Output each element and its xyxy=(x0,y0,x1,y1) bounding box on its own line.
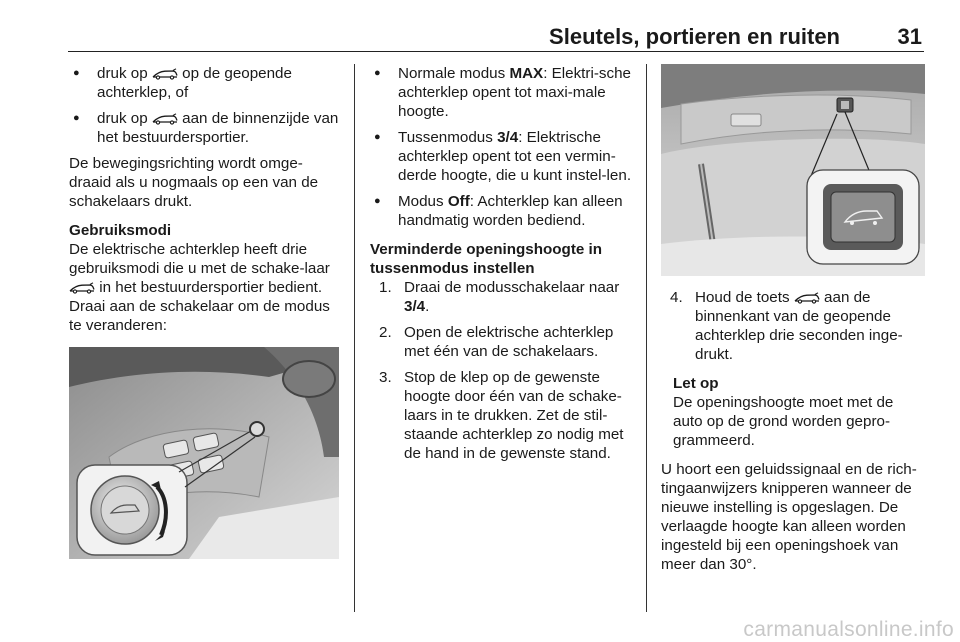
watermark: carmanualsonline.info xyxy=(743,618,954,641)
paragraph: U hoort een geluidssignaal en de rich-tingaanwijzers knipperen wanneer de nieuwe instelling is opgeslagen. De verlaagde hoogte kan alleen worden ingesteld bij een openingshoek van meer dan 30°. xyxy=(661,461,917,573)
door-switch-photo xyxy=(69,347,339,559)
column-middle xyxy=(370,64,635,470)
list-item: ● Modus Off: Achterklep kan alleen handmatig worden bediend. xyxy=(370,192,635,230)
numbered-step: 1. Draai de modusschakelaar naar 3/4. xyxy=(379,279,620,315)
page-header xyxy=(0,20,922,52)
page-number: 31 xyxy=(897,24,922,49)
header-divider xyxy=(68,51,924,52)
note-box xyxy=(673,374,927,450)
section-heading: Verminderde openingshoogte in tussenmodus instellen xyxy=(370,241,603,277)
list-item: ● druk op op de geopende achterklep, of xyxy=(69,64,343,102)
tailgate-icon xyxy=(69,282,95,294)
section-heading: Gebruiksmodi xyxy=(69,222,172,239)
numbered-step: 4. Houd de toets aan de binnenkant van de geopende achterklep drie seconden inge-drukt. xyxy=(670,289,903,363)
page-title: Sleutels, portieren en ruiten xyxy=(549,24,840,49)
column-left xyxy=(69,64,343,559)
tailgate-icon xyxy=(152,113,178,125)
column-right xyxy=(661,64,927,584)
list-item: ● Normale modus MAX: Elektri-sche achterklep opent tot maxi-male hoogte. xyxy=(370,64,635,121)
tailgate-icon xyxy=(794,292,820,304)
column-divider xyxy=(354,64,355,612)
list-item: ● druk op aan de binnenzijde van het bestuurdersportier. xyxy=(69,109,343,147)
paragraph: De elektrische achterklep heeft drie gebruiksmodi die u met de schake-laar in het bestuurdersportier bedient. Draai aan de schakelaar om de modus te veranderen: xyxy=(69,241,330,334)
numbered-step: 3. Stop de klep op de gewenste hoogte door één van de schake-laars in te drukken. Zet de stil-staande achterklep zo nodig met de hand in de gewenste stand. xyxy=(379,369,624,462)
note-title: Let op xyxy=(673,375,719,392)
numbered-step: 2. Open de elektrische achterklep met één van de schakelaars. xyxy=(379,324,614,360)
note-text: De openingshoogte moet met de auto op de grond worden gepro-grammeerd. xyxy=(673,394,894,449)
tailgate-switch-photo xyxy=(661,64,925,276)
list-item: ● Tussenmodus 3/4: Elektrische achterklep opent tot een vermin-derde hoogte, die u kunt instel-len. xyxy=(370,128,635,185)
tailgate-icon xyxy=(152,68,178,80)
paragraph: De bewegingsrichting wordt omge-draaid als u nogmaals op een van de schakelaars drukt. xyxy=(69,155,319,210)
column-divider xyxy=(646,64,647,612)
